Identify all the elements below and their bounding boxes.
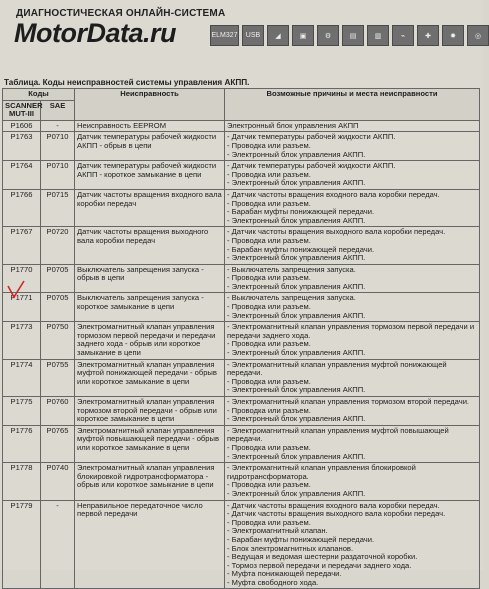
- diagram-icon[interactable]: ▤: [342, 25, 364, 46]
- table-row: [3, 132, 480, 161]
- fault-cell: Электромагнитный клапан управления блокировкой гидротрансформатора - обрыв или короткое замыкание в цепи: [75, 463, 225, 500]
- transmission-icon[interactable]: ⚙: [317, 25, 339, 46]
- scanner-code-cell: P1776: [3, 425, 41, 462]
- causes-cell: Электронный блок управления АКПП: [225, 120, 480, 132]
- sae-code-cell: P0750: [41, 322, 75, 359]
- table-row: [3, 500, 480, 589]
- header-icon-strip: [210, 25, 489, 46]
- causes-cell: - Датчик частоты вращения выходного вала коробки передач. - Проводка или разъем. - Барабан муфты понижающей передачи. - Электронный блок управления АКПП.: [225, 227, 480, 264]
- sae-code-cell: -: [41, 120, 75, 132]
- fault-cell: Датчик температуры рабочей жидкости АКПП - короткое замыкание в цепи: [75, 161, 225, 190]
- table-row: [3, 463, 480, 500]
- car-icon[interactable]: ◢: [267, 25, 289, 46]
- causes-cell: - Электромагнитный клапан управления тормозом второй передачи. - Проводка или разъем. - Электронный блок управления АКПП.: [225, 397, 480, 426]
- table-row: [3, 227, 480, 264]
- scanner-code-cell: P1767: [3, 227, 41, 264]
- scanner-code-cell: P1779: [3, 500, 41, 589]
- table-row: [3, 425, 480, 462]
- fault-cell: Неправильное передаточное число первой передачи: [75, 500, 225, 589]
- scanner-code-cell: P1770: [3, 264, 41, 293]
- elm327-icon[interactable]: ELM327: [210, 25, 239, 46]
- site-logo[interactable]: MotorData.ru: [14, 18, 176, 48]
- causes-cell: - Датчик температуры рабочей жидкости АКПП. - Проводка или разъем. - Электронный блок управления АКПП.: [225, 161, 480, 190]
- engine-icon[interactable]: ▣: [292, 25, 314, 46]
- fault-cell: Электромагнитный клапан управления муфтой понижающей передачи - обрыв или короткое замыкание в цепи: [75, 359, 225, 396]
- tools-icon[interactable]: ✚: [417, 25, 439, 46]
- document-icon[interactable]: ▥: [367, 25, 389, 46]
- table-row: [3, 264, 480, 293]
- fault-cell: Выключатель запрещения запуска - обрыв в цепи: [75, 264, 225, 293]
- scanner-code-cell: P1775: [3, 397, 41, 426]
- causes-cell: - Электромагнитный клапан управления муфтой понижающей передачи. - Проводка или разъем. - Электронный блок управления АКПП.: [225, 359, 480, 396]
- fault-cell: Датчик частоты вращения выходного вала коробки передач: [75, 227, 225, 264]
- codes-header: Коды: [3, 89, 75, 101]
- fault-cell: Неисправность EEPROM: [75, 120, 225, 132]
- causes-cell: - Электромагнитный клапан управления тормозом первой передачи и передачи заднего хода. - Проводка или разъем. - Электронный блок управления АКПП.: [225, 322, 480, 359]
- scanner-code-cell: P1773: [3, 322, 41, 359]
- fault-cell: Выключатель запрещения запуска - короткое замыкание в цепи: [75, 293, 225, 322]
- causes-cell: - Выключатель запрещения запуска. - Проводка или разъем. - Электронный блок управления АКПП.: [225, 264, 480, 293]
- usb-icon[interactable]: USB: [242, 25, 264, 46]
- gear-icon[interactable]: ✹: [442, 25, 464, 46]
- table-row: [3, 161, 480, 190]
- scanner-code-cell: P1764: [3, 161, 41, 190]
- causes-cell: - Датчик температуры рабочей жидкости АКПП. - Проводка или разъем. - Электронный блок управления АКПП.: [225, 132, 480, 161]
- sae-code-cell: P0740: [41, 463, 75, 500]
- scanner-code-cell: P1778: [3, 463, 41, 500]
- sae-code-cell: P0710: [41, 132, 75, 161]
- sae-code-cell: P0705: [41, 264, 75, 293]
- scanner-code-cell: P1771: [3, 293, 41, 322]
- electronics-icon[interactable]: ⌁: [392, 25, 414, 46]
- table-row: [3, 397, 480, 426]
- table-row: [3, 120, 480, 132]
- causes-cell: - Электромагнитный клапан управления муфтой повышающей передачи. - Проводка или разъем. - Электронный блок управления АКПП.: [225, 425, 480, 462]
- table-row: [3, 293, 480, 322]
- sae-code-cell: P0720: [41, 227, 75, 264]
- sae-code-cell: P0760: [41, 397, 75, 426]
- sae-code-cell: P0715: [41, 189, 75, 226]
- scanner-code-cell: P1763: [3, 132, 41, 161]
- table-row: [3, 322, 480, 359]
- fault-cell: Электромагнитный клапан управления тормозом второй передачи - обрыв или короткое замыкание в цепи: [75, 397, 225, 426]
- causes-header: Возможные причины и места неисправности: [225, 89, 480, 121]
- sae-code-cell: P0710: [41, 161, 75, 190]
- sae-code-cell: P0765: [41, 425, 75, 462]
- sae-code-cell: P0755: [41, 359, 75, 396]
- scanner-header: SCANNER MUT-III: [3, 100, 41, 120]
- sae-code-cell: P0705: [41, 293, 75, 322]
- fault-cell: Электромагнитный клапан управления тормозом первой передачи и передачи заднего хода - обрыв или короткое замыкание в цепи: [75, 322, 225, 359]
- fault-header: Неисправность: [75, 89, 225, 121]
- causes-cell: - Электромагнитный клапан управления блокировкой гидротрансформатора. - Проводка или разъем. - Электронный блок управления АКПП.: [225, 463, 480, 500]
- fault-cell: Датчик частоты вращения входного вала коробки передач: [75, 189, 225, 226]
- fault-cell: Электромагнитный клапан управления муфтой повышающей передачи - обрыв или короткое замыкание в цепи: [75, 425, 225, 462]
- fault-code-table: [2, 88, 480, 589]
- handwritten-check-mark: [6, 280, 26, 300]
- fault-cell: Датчик температуры рабочей жидкости АКПП - обрыв в цепи: [75, 132, 225, 161]
- table-row: [3, 189, 480, 226]
- wheel-icon[interactable]: ◎: [467, 25, 489, 46]
- sae-code-cell: -: [41, 500, 75, 589]
- page-header: [0, 0, 483, 68]
- causes-cell: - Датчик частоты вращения входного вала коробки передач. - Датчик частоты вращения выходного вала коробки передач. - Проводка или разъем. - Электромагнитный клапан. - Барабан муфты понижающей передачи. - Блок электромагнитных клапанов. - Ведущая и ведомая шестерни раздаточной коробки. - Тормоз первой передачи и передачи заднего хода. - Муфта понижающей передачи. - Муфта свободного хода.: [225, 500, 480, 589]
- scanner-code-cell: P1766: [3, 189, 41, 226]
- table-body: [3, 120, 480, 589]
- table-title: Таблица. Коды неисправностей системы управления АКПП.: [4, 78, 250, 87]
- scanner-code-cell: P1774: [3, 359, 41, 396]
- table-row: [3, 359, 480, 396]
- scanner-code-cell: P1606: [3, 120, 41, 132]
- sae-header: SAE: [41, 100, 75, 120]
- causes-cell: - Датчик частоты вращения входного вала коробки передач. - Проводка или разъем. - Барабан муфты понижающей передачи. - Электронный блок управления АКПП.: [225, 189, 480, 226]
- causes-cell: - Выключатель запрещения запуска. - Проводка или разъем. - Электронный блок управления АКПП.: [225, 293, 480, 322]
- header-subtitle: ДИАГНОСТИЧЕСКАЯ ОНЛАЙН-СИСТЕМА: [16, 8, 226, 19]
